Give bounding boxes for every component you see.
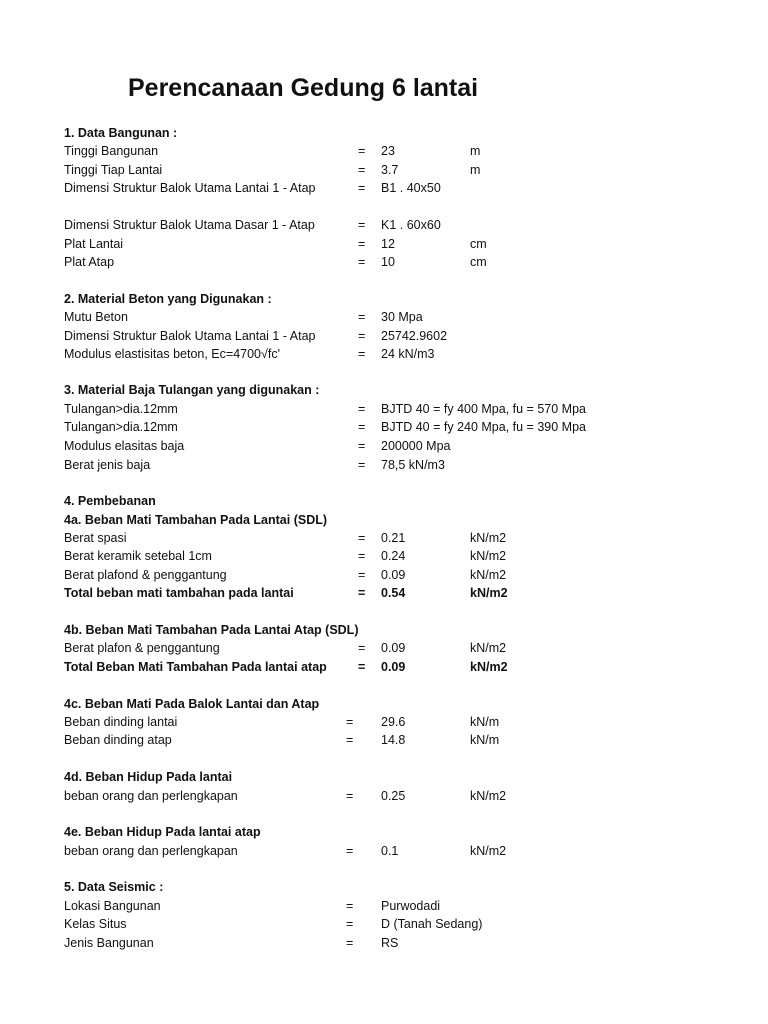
row-label: 4c. Beban Mati Pada Balok Lantai dan Atap bbox=[64, 697, 320, 711]
equals-sign: = bbox=[358, 181, 366, 195]
table-row bbox=[0, 915, 768, 933]
row-label: Berat spasi bbox=[64, 531, 127, 545]
row-value: 0.1 bbox=[381, 844, 399, 858]
equals-sign: = bbox=[358, 329, 366, 343]
equals-sign: = bbox=[358, 402, 366, 416]
table-row bbox=[0, 934, 768, 952]
row-value: 0.25 bbox=[381, 789, 406, 803]
row-value: 29.6 bbox=[381, 715, 406, 729]
row-label: 1. Data Bangunan : bbox=[64, 126, 178, 140]
equals-sign: = bbox=[346, 936, 354, 950]
equals-sign: = bbox=[358, 255, 366, 269]
row-value: 0.21 bbox=[381, 531, 406, 545]
row-unit: kN/m2 bbox=[470, 641, 507, 655]
page-title: Perencanaan Gedung 6 lantai bbox=[128, 74, 479, 102]
equals-sign: = bbox=[346, 733, 354, 747]
equals-sign: = bbox=[358, 310, 366, 324]
equals-sign: = bbox=[358, 586, 366, 600]
equals-sign: = bbox=[358, 660, 366, 674]
row-label: Dimensi Struktur Balok Utama Dasar 1 - Atap bbox=[64, 218, 315, 232]
row-value: Purwodadi bbox=[381, 899, 441, 913]
table-row bbox=[0, 731, 768, 749]
equals-sign: = bbox=[358, 144, 366, 158]
table-row bbox=[0, 511, 768, 529]
row-label: Kelas Situs bbox=[64, 917, 127, 931]
equals-sign: = bbox=[358, 531, 366, 545]
table-row bbox=[0, 345, 768, 363]
row-value: 78,5 kN/m3 bbox=[381, 458, 445, 472]
table-row bbox=[0, 179, 768, 197]
row-label: 5. Data Seismic : bbox=[64, 880, 164, 894]
equals-sign: = bbox=[358, 439, 366, 453]
table-row bbox=[0, 400, 768, 418]
equals-sign: = bbox=[358, 549, 366, 563]
table-row bbox=[0, 878, 768, 896]
table-row bbox=[0, 216, 768, 234]
row-unit: kN/m2 bbox=[470, 844, 507, 858]
row-label: 4. Pembebanan bbox=[64, 494, 156, 508]
equals-sign: = bbox=[358, 641, 366, 655]
equals-sign: = bbox=[358, 218, 366, 232]
row-label: Jenis Bangunan bbox=[64, 936, 154, 950]
row-unit: kN/m2 bbox=[470, 586, 508, 600]
table-row bbox=[0, 161, 768, 179]
row-unit: cm bbox=[470, 255, 487, 269]
equals-sign: = bbox=[358, 163, 366, 177]
row-label: Modulus elasitas baja bbox=[64, 439, 185, 453]
row-label: Tulangan>dia.12mm bbox=[64, 402, 178, 416]
table-row bbox=[0, 639, 768, 657]
table-row bbox=[0, 621, 768, 639]
row-unit: cm bbox=[470, 237, 487, 251]
table-row bbox=[0, 529, 768, 547]
table-row bbox=[0, 842, 768, 860]
row-label: 4a. Beban Mati Tambahan Pada Lantai (SDL) bbox=[64, 513, 328, 527]
row-value: 24 kN/m3 bbox=[381, 347, 435, 361]
row-value: 10 bbox=[381, 255, 395, 269]
row-label: Dimensi Struktur Balok Utama Lantai 1 - Atap bbox=[64, 329, 316, 343]
equals-sign: = bbox=[346, 844, 354, 858]
equals-sign: = bbox=[358, 458, 366, 472]
table-row bbox=[0, 547, 768, 565]
equals-sign: = bbox=[358, 347, 366, 361]
row-unit: kN/m bbox=[470, 733, 500, 747]
row-label: Plat Atap bbox=[64, 255, 115, 269]
table-row bbox=[0, 456, 768, 474]
table-row bbox=[0, 768, 768, 786]
table-row bbox=[0, 290, 768, 308]
equals-sign: = bbox=[358, 420, 366, 434]
row-value: 14.8 bbox=[381, 733, 406, 747]
row-label: Tinggi Bangunan bbox=[64, 144, 159, 158]
row-value: 23 bbox=[381, 144, 395, 158]
row-label: Berat plafon & penggantung bbox=[64, 641, 220, 655]
table-row bbox=[0, 308, 768, 326]
table-row bbox=[0, 584, 768, 602]
equals-sign: = bbox=[346, 917, 354, 931]
row-value: 3.7 bbox=[381, 163, 399, 177]
row-unit: kN/m2 bbox=[470, 531, 507, 545]
table-row bbox=[0, 787, 768, 805]
row-value: RS bbox=[381, 936, 399, 950]
row-value: 0.24 bbox=[381, 549, 406, 563]
table-row bbox=[0, 492, 768, 510]
table-row bbox=[0, 327, 768, 345]
table-row bbox=[0, 658, 768, 676]
table-row bbox=[0, 124, 768, 142]
row-value: 0.09 bbox=[381, 568, 406, 582]
row-label: Beban dinding lantai bbox=[64, 715, 178, 729]
row-value: BJTD 40 = fy 400 Mpa, fu = 570 Mpa bbox=[381, 402, 586, 416]
row-label: 4b. Beban Mati Tambahan Pada Lantai Atap (SDL) bbox=[64, 623, 359, 637]
row-unit: m bbox=[470, 163, 481, 177]
table-row bbox=[0, 142, 768, 160]
row-label: Lokasi Bangunan bbox=[64, 899, 161, 913]
row-label: Tulangan>dia.12mm bbox=[64, 420, 178, 434]
table-row bbox=[0, 897, 768, 915]
row-value: 0.54 bbox=[381, 586, 406, 600]
table-row bbox=[0, 713, 768, 731]
row-label: Beban dinding atap bbox=[64, 733, 172, 747]
row-unit: kN/m bbox=[470, 715, 500, 729]
row-label: Berat plafond & penggantung bbox=[64, 568, 227, 582]
row-label: Modulus elastisitas beton, Ec=4700√fc' bbox=[64, 347, 280, 361]
row-value: 12 bbox=[381, 237, 395, 251]
row-unit: kN/m2 bbox=[470, 660, 508, 674]
row-label: 2. Material Beton yang Digunakan : bbox=[64, 292, 272, 306]
equals-sign: = bbox=[358, 237, 366, 251]
row-label: beban orang dan perlengkapan bbox=[64, 789, 238, 803]
row-label: Tinggi Tiap Lantai bbox=[64, 163, 163, 177]
row-value: 30 Mpa bbox=[381, 310, 423, 324]
table-row bbox=[0, 235, 768, 253]
row-label: Berat keramik setebal 1cm bbox=[64, 549, 212, 563]
table-row bbox=[0, 566, 768, 584]
row-label: Total Beban Mati Tambahan Pada lantai atap bbox=[64, 660, 327, 674]
row-value: 25742.9602 bbox=[381, 329, 448, 343]
row-label: 4e. Beban Hidup Pada lantai atap bbox=[64, 825, 261, 839]
row-label: beban orang dan perlengkapan bbox=[64, 844, 238, 858]
row-label: Berat jenis baja bbox=[64, 458, 151, 472]
table-row bbox=[0, 418, 768, 436]
row-label: 4d. Beban Hidup Pada lantai bbox=[64, 770, 233, 784]
row-value: 0.09 bbox=[381, 641, 406, 655]
row-value: 0.09 bbox=[381, 660, 406, 674]
equals-sign: = bbox=[346, 715, 354, 729]
row-label: 3. Material Baja Tulangan yang digunakan : bbox=[64, 383, 320, 397]
table-row bbox=[0, 823, 768, 841]
equals-sign: = bbox=[346, 899, 354, 913]
row-unit: kN/m2 bbox=[470, 549, 507, 563]
equals-sign: = bbox=[358, 568, 366, 582]
row-unit: kN/m2 bbox=[470, 568, 507, 582]
table-row bbox=[0, 381, 768, 399]
row-unit: m bbox=[470, 144, 481, 158]
row-value: D (Tanah Sedang) bbox=[381, 917, 483, 931]
row-value: BJTD 40 = fy 240 Mpa, fu = 390 Mpa bbox=[381, 420, 586, 434]
table-row bbox=[0, 695, 768, 713]
table-row bbox=[0, 437, 768, 455]
row-label: Total beban mati tambahan pada lantai bbox=[64, 586, 294, 600]
equals-sign: = bbox=[346, 789, 354, 803]
row-value: 200000 Mpa bbox=[381, 439, 451, 453]
row-label: Mutu Beton bbox=[64, 310, 128, 324]
row-label: Dimensi Struktur Balok Utama Lantai 1 - Atap bbox=[64, 181, 316, 195]
row-label: Plat Lantai bbox=[64, 237, 124, 251]
row-value: B1 . 40x50 bbox=[381, 181, 441, 195]
row-unit: kN/m2 bbox=[470, 789, 507, 803]
table-row bbox=[0, 253, 768, 271]
row-value: K1 . 60x60 bbox=[381, 218, 441, 232]
